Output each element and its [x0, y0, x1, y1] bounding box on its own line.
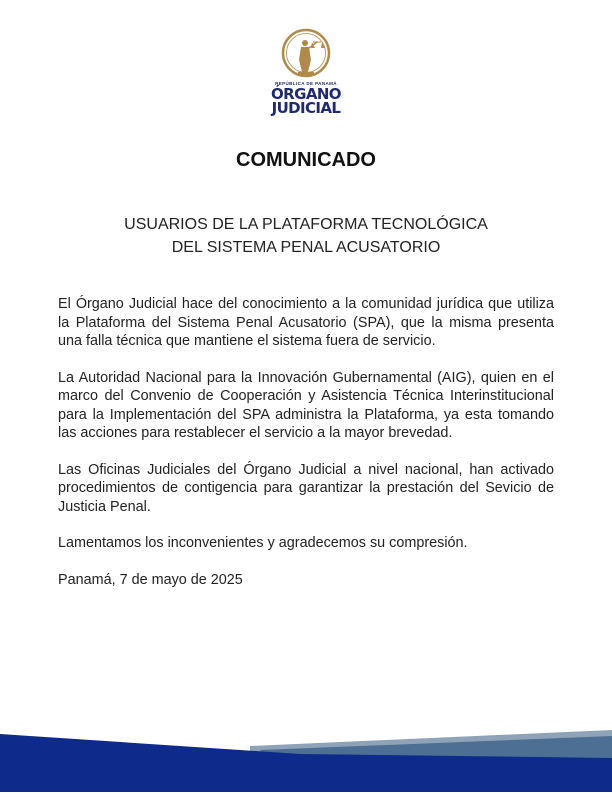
logo-republic-text: REPÚBLICA DE PANAMÁ	[275, 81, 337, 86]
paragraph-2: La Autoridad Nacional para la Innovación Gubernamental (AIG), quien en el marco del Convenio de Cooperación y Asistencia Técnica Interinstitucional para la Implementación del SPA administra la Plataforma, ya esta tomando las acciones para restablecer el servicio a la mayor brevedad.	[58, 369, 554, 441]
subtitle-line-1: USUARIOS DE LA PLATAFORMA TECNOLÓGICA	[124, 216, 488, 233]
page-title: COMUNICADO	[236, 149, 376, 171]
paragraph-3: Las Oficinas Judiciales del Órgano Judicial a nivel nacional, han activado procedimientos de contigencia para garantizar la prestación del Sevicio de Justicia Penal.	[58, 461, 554, 515]
logo-line-judicial: JUDICIAL	[271, 99, 341, 117]
paragraph-1: El Órgano Judicial hace del conocimiento a la comunidad jurídica que utiliza la Plataforma del Sistema Penal Acusatorio (SPA), que la misma presenta una falla técnica que mantiene el sistema fuera de servicio.	[58, 296, 554, 349]
footer-wave-graphic	[0, 728, 612, 792]
date-line: Panamá, 7 de mayo de 2025	[58, 571, 243, 588]
subtitle-line-2: DEL SISTEMA PENAL ACUSATORIO	[171, 239, 441, 256]
organo-judicial-logo	[262, 28, 350, 122]
page-subtitle	[0, 213, 612, 259]
footer-band	[0, 728, 612, 792]
paragraph-4: Lamentamos los inconvenientes y agradecemos su compresión.	[58, 535, 468, 551]
logo-line-organo: ÓRGANO	[271, 85, 341, 103]
justice-statue-icon	[281, 28, 331, 80]
communique-body	[58, 295, 554, 589]
